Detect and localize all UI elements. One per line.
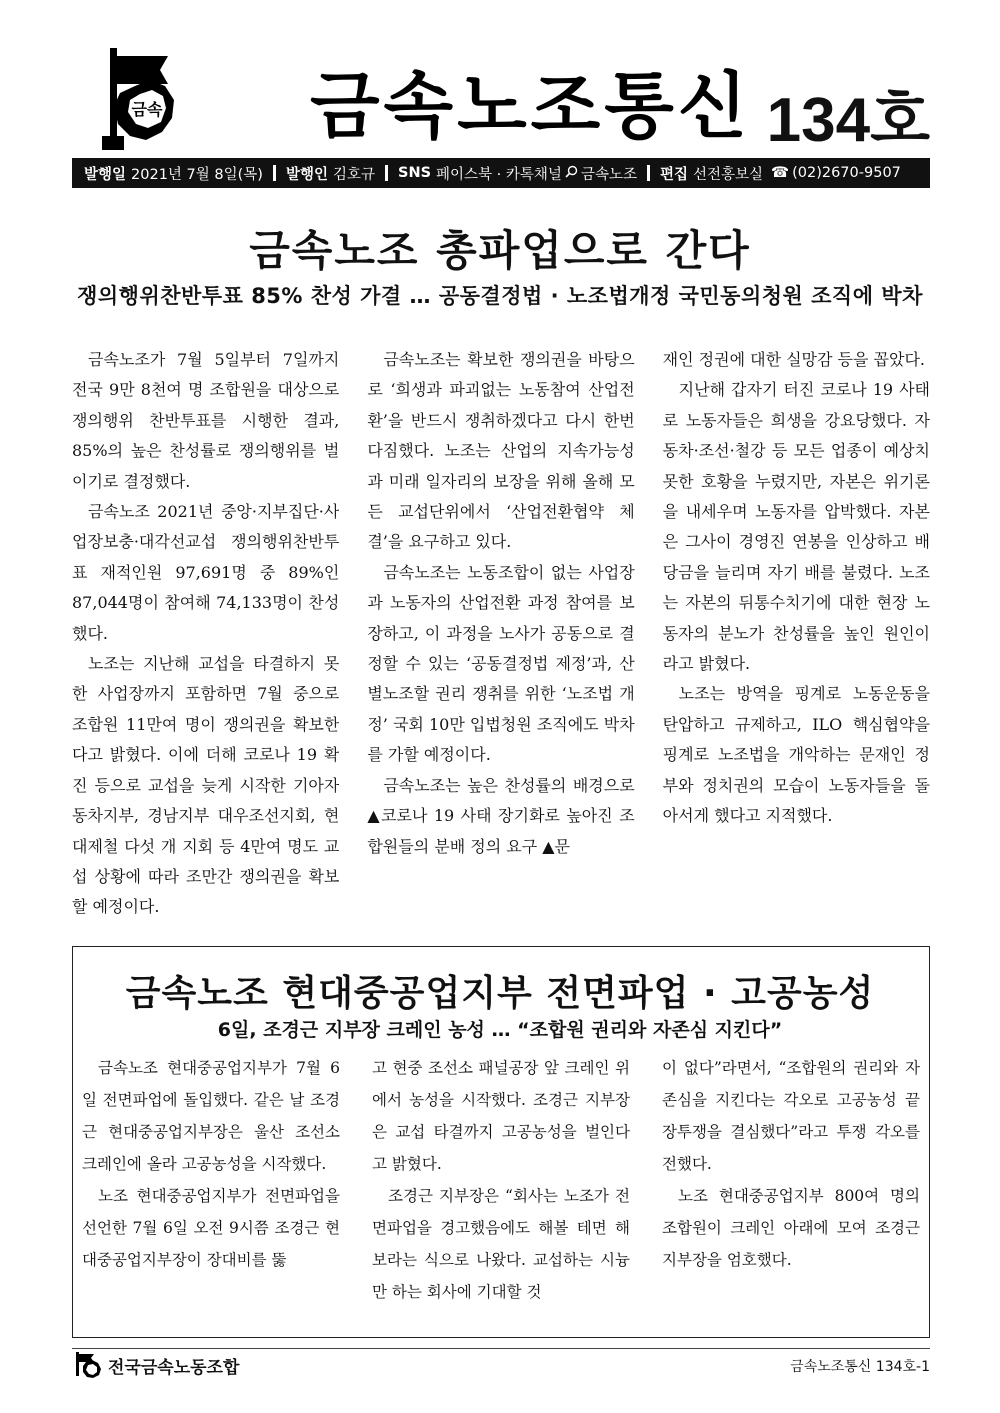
paragraph: 금속노조가 7월 5일부터 7일까지 전국 9만 8천여 명 조합원을 대상으로 쟁의행위 찬반투표를 시행한 결과, 85%의 높은 찬성률로 쟁의행위를 벌이기로 결정했다. xyxy=(72,350,340,491)
article1-body xyxy=(72,345,930,935)
phone-icon: ☎ xyxy=(771,165,790,181)
union-emblem-icon xyxy=(72,1352,102,1378)
editor: 선전홍보실 xyxy=(692,166,764,183)
publisher: 김호규 xyxy=(332,166,376,183)
paragraph: 노조 현대중공업지부 800여 명의 조합원이 크레인 아래에 모여 조경근 지부장을 엄호했다. xyxy=(662,1187,920,1269)
paragraph: 지난해 갑자기 터진 코로나 19 사태로 노동자들은 희생을 강요당했다. 자동차·조선·철강 등 모든 업종이 예상치 못한 호황을 누렸지만, 자본은 위기론을 내세우며 노동자를 압박했다. 자본은 그사이 경영진 연봉을 인상하고 배당금을 늘리며 자기 배를 불렸다. 노조는 자본의 뒤통수치기에 대한 현장 노동자의 분노가 찬성률을 높인 원인이라고 밝혔다. xyxy=(662,380,930,674)
article2-subhead: 6일, 조경근 지부장 크레인 농성 … “조합원 권리와 자존심 지킨다” xyxy=(217,1019,783,1041)
pub-date-label: 발행일 xyxy=(84,166,127,183)
article1-headline: 금속노조 총파업으로 간다 xyxy=(249,226,751,275)
separator xyxy=(273,165,276,181)
paragraph: 노조는 방역을 핑계로 노동운동을 탄압하고 규제하고, ILO 핵심협약을 핑계로 노조법을 개악하는 문재인 정부와 정치권의 모습이 노동자들을 돌아서게 했다고 지적했다. xyxy=(662,684,930,826)
separator xyxy=(385,165,388,181)
paragraph: 노조는 지난해 교섭을 타결하지 못한 사업장까지 포함하면 7월 중으로 조합원 11만여 명이 쟁의권을 확보한다고 밝혔다. 이에 더해 코로나 19 확진 등으로 교섭을 늦게 시작한 기아자동차지부, 경남지부 대우조선지회, 현대제철 다섯 개 지회 등 4만여 명도 교섭 상황에 따라 조만간 쟁의권을 확보할 예정이다. xyxy=(72,654,340,917)
separator xyxy=(647,165,650,181)
paragraph: 이 없다”라면서, “조합원의 권리와 자존심을 지킨다는 각오로 고공농성 끝장투쟁을 결심했다”라고 투쟁 각오를 전했다. xyxy=(662,1059,920,1173)
article1-column-1 xyxy=(72,345,339,935)
footer-org-logo xyxy=(72,1352,239,1378)
pub-date: 2021년 7월 8일(목) xyxy=(131,166,263,183)
sns-search-term: 금속노조 xyxy=(580,166,637,183)
paragraph: 조경근 지부장은 “회사는 노조가 전면파업을 경고했음에도 해볼 테면 해보라는 식으로 나왔다. 교섭하는 시늉만 하는 회사에 기대할 것 xyxy=(372,1187,630,1301)
newsletter-title: 금속노조통신 xyxy=(310,64,752,148)
footer-org-name: 전국금속노동조합 xyxy=(108,1357,240,1378)
paragraph: 재인 정권에 대한 실망감 등을 꼽았다. xyxy=(662,350,926,369)
paragraph: 금속노조는 노동조합이 없는 사업장과 노동자의 산업전환 과정 참여를 보장하고, 이 과정을 노사가 공동으로 결정할 수 있는 ‘공동결정법 제정’과, 산별노조할 권리 쟁취를 위한 ‘노조법 개정’ 국회 10만 입법청원 조직에도 박차를 가할 예정이다. xyxy=(367,562,635,765)
publisher-label: 발행인 xyxy=(285,166,328,183)
sns-label: SNS xyxy=(398,165,432,181)
issue-number: 134호 xyxy=(766,86,930,155)
article2-body xyxy=(82,1052,920,1332)
paragraph: 금속노조는 높은 찬성률의 배경으로 ▲코로나 19 사태 장기화로 높아진 조합원들의 분배 정의 요구 ▲문 xyxy=(367,775,635,856)
publication-info-bar xyxy=(72,158,930,188)
article2-headline: 금속노조 현대중공업지부 전면파업 · 고공농성 xyxy=(125,973,875,1014)
union-emblem-logo xyxy=(88,48,183,156)
svg-text:금속: 금속 xyxy=(131,100,163,119)
sns-channels: 페이스북 · 카톡채널 xyxy=(436,166,562,183)
article1-subhead: 쟁의행위찬반투표 85% 찬성 가결 … 공동결정법 · 노조법개정 국민동의청원 조직에 박차 xyxy=(77,284,923,308)
paragraph: 금속노조는 확보한 쟁의권을 바탕으로 ‘희생과 파괴없는 노동참여 산업전환’을 반드시 쟁취하겠다고 다시 한번 다짐했다. 노조는 산업의 지속가능성과 미래 일자리의 보장을 위해 올해 모든 교섭단위에서 ‘산업전환협약 체결’을 요구하고 있다. xyxy=(367,350,635,552)
editor-label: 편집 xyxy=(659,166,688,183)
footer-divider xyxy=(72,1348,930,1349)
paragraph: 노조 현대중공업지부가 전면파업을 선언한 7월 6일 오전 9시쯤 조경근 현대중공업지부장이 장대비를 뚫 xyxy=(82,1187,340,1269)
article2-column-2 xyxy=(372,1052,630,1332)
footer-page-number: 금속노조통신 134호-1 xyxy=(790,1359,930,1375)
paragraph: 금속노조 2021년 중앙·지부집단·사업장보충·대각선교섭 쟁의행위찬반투표 재적인원 97,691명 중 89%인 87,044명이 참여해 74,133명이 찬성했다. xyxy=(72,502,340,643)
article1-column-3 xyxy=(663,345,930,935)
article1-column-2 xyxy=(367,345,634,935)
masthead xyxy=(70,40,930,160)
paragraph: 고 현중 조선소 패널공장 앞 크레인 위에서 농성을 시작했다. 조경근 지부장은 교섭 타결까지 고공농성을 벌인다고 밝혔다. xyxy=(372,1059,630,1173)
article2-column-3 xyxy=(662,1052,920,1332)
paragraph: 금속노조 현대중공업지부가 7월 6일 전면파업에 돌입했다. 같은 날 조경근 현대중공업지부장은 울산 조선소 크레인에 올라 고공농성을 시작했다. xyxy=(82,1059,340,1173)
search-icon xyxy=(565,165,578,182)
phone-number: (02)2670-9507 xyxy=(792,165,901,181)
article2-column-1 xyxy=(82,1052,340,1332)
